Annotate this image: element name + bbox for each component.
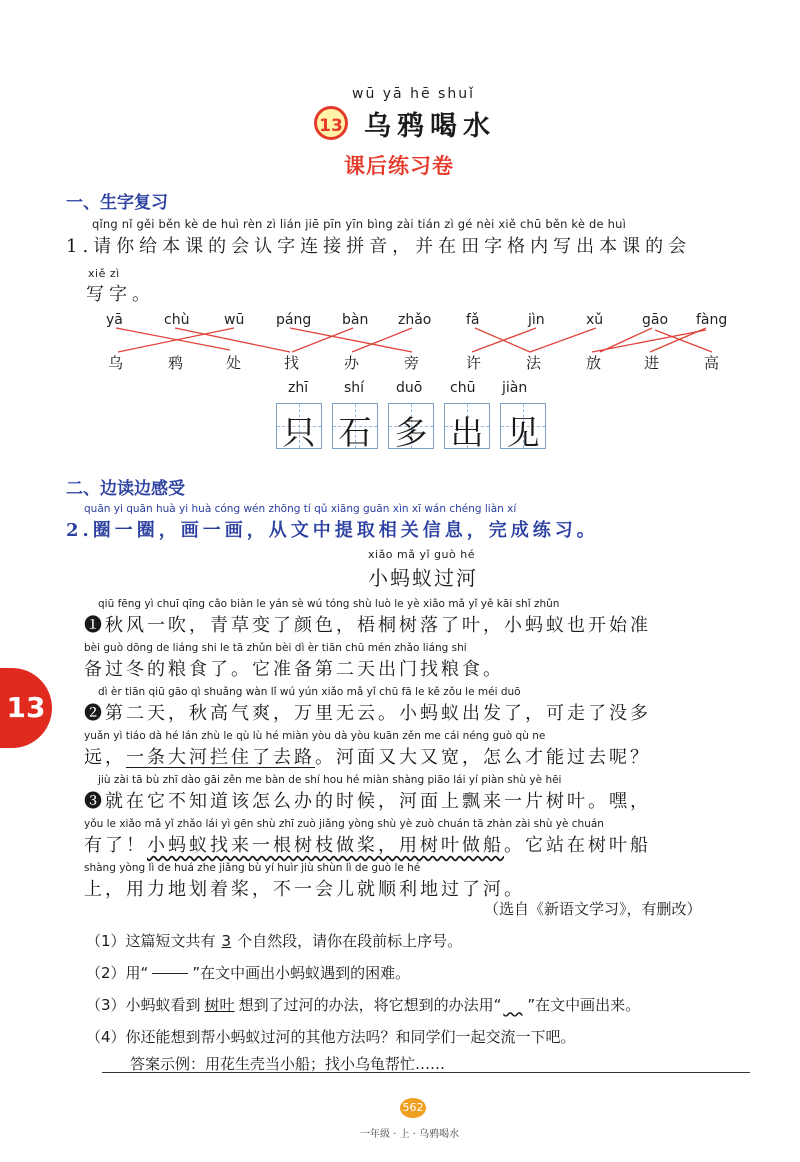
match-line [116, 328, 230, 350]
match-char: 放 [586, 354, 602, 372]
written-char: 多 [394, 413, 428, 452]
answer-4-text: 答案示例：用花生壳当小船；找小乌龟帮忙…… [130, 1055, 446, 1073]
match-line [592, 330, 706, 352]
match-pinyin: zhǎo [398, 312, 432, 328]
match-char: 法 [526, 354, 542, 372]
tian-cell[interactable] [500, 403, 546, 452]
story-pinyin: qiū fēng yì chuī qīng cǎo biàn le yán sè wú tóng shù luò le yè xiǎo mǎ yǐ yě kāi shǐ zhǔn [98, 598, 560, 610]
match-pinyin: chù [164, 312, 190, 328]
match-char: 处 [226, 354, 242, 372]
match-line [175, 328, 290, 352]
section-heading-review: 一、生字复习 [66, 193, 168, 213]
source-note: （选自《新语文学习》，有删改） [484, 900, 702, 918]
story-paragraph-3-line-3: 上，用力地划着桨，不一会儿就顺利地过了河。 [84, 879, 525, 900]
tian-cell[interactable] [444, 403, 490, 452]
match-pinyin: fàng [696, 312, 728, 328]
wavy-underlined-method: 小蚂蚁找来一根树枝做桨，用树叶做船 [147, 835, 504, 856]
page-number: 562 [400, 1098, 426, 1118]
written-char: 只 [282, 413, 316, 452]
story-paragraph-1-line-1: ❶秋风一吹，青草变了颜色，梧桐树落了叶，小蚂蚁也开始准 [84, 615, 651, 636]
story-paragraph-1-line-2: 备过冬的粮食了。它准备第二天出门找粮食。 [84, 659, 504, 680]
straight-line-symbol [152, 973, 188, 974]
story-pinyin: yuǎn yì tiáo dà hé lán zhù le qù lù hé miàn yòu dà yòu kuān zěn me cái néng guò qù ne [84, 730, 546, 742]
section-heading-reading: 二、边读边感受 [66, 479, 185, 499]
sub-question-2: （2）用“ ”在文中画出小蚂蚁遇到的困难。 [86, 964, 411, 982]
question-1-pinyin: qǐng nǐ gěi běn kè de huì rèn zì lián jiē pīn yīn bìng zài tián zì gé nèi xiě chū běn kè de huì [92, 217, 627, 231]
story-paragraph-3-line-2 [84, 831, 651, 857]
underlined-difficulty: 一条大河拦住了去路 [126, 747, 315, 768]
match-char: 乌 [108, 354, 124, 372]
grid-pinyin: zhī [288, 380, 309, 396]
sub-question-4: （4）你还能想到帮小蚂蚁过河的其他方法吗？和同学们一起交流一下吧。 [86, 1028, 576, 1046]
match-pinyin: fǎ [466, 312, 480, 328]
match-line [292, 328, 353, 352]
page-subtitle: 课后练习卷 [344, 153, 454, 178]
match-char: 进 [644, 354, 660, 372]
match-char: 办 [344, 354, 360, 372]
match-pinyin: jìn [528, 312, 545, 328]
match-pinyin: gāo [642, 312, 669, 328]
story-pinyin: yǒu le xiǎo mǎ yǐ zhǎo lái yì gēn shù zhī zuò jiǎng yòng shù yè zuò chuán tā zhàn zài shù yè chuán [84, 818, 604, 830]
match-line [290, 328, 412, 352]
story-paragraph-2-line-1: ❷第二天，秋高气爽，万里无云。小蚂蚁出发了，可走了没多 [84, 703, 651, 724]
match-char: 鸦 [168, 354, 184, 372]
story-title: 小蚂蚁过河 [368, 566, 478, 590]
story-pinyin: dì èr tiān qiū gāo qì shuǎng wàn lǐ wú yún xiǎo mǎ yǐ chū fā le kě zǒu le méi duō [98, 686, 521, 698]
tian-cell[interactable] [388, 403, 434, 452]
question-1-text: 1.请你给本课的会认字连接拼音，并在田字格内写出本课的会 [66, 236, 692, 257]
match-char: 找 [284, 354, 300, 372]
match-pinyin: xǔ [586, 312, 604, 328]
story-pinyin: shàng yòng lì de huá zhe jiǎng bù yí huìr jiù shùn lì de guò le hé [84, 862, 421, 874]
text: 远， [84, 747, 126, 768]
match-char: 旁 [404, 354, 420, 372]
match-char: 许 [466, 354, 482, 372]
title-pinyin: wū yā hē shuǐ [352, 86, 475, 102]
grid-pinyin: duō [396, 380, 423, 396]
footer-caption: 一年级 · 上 · 乌鸦喝水 [360, 1129, 460, 1140]
sub-question-3: （3）小蚂蚁看到 树叶 想到了过河的办法，将它想到的办法用“ ”在文中画出来。 [86, 996, 641, 1014]
match-line [530, 328, 596, 352]
question-2-text: 2.圈一圈，画一画，从文中提取相关信息，完成练习。 [66, 520, 599, 541]
wavy-line-symbol [503, 997, 525, 1015]
answer-1: 3 [221, 932, 232, 950]
lesson-number-badge: 13 [314, 106, 348, 140]
match-pinyin: wū [224, 312, 245, 328]
text: 。河面又大又宽，怎么才能过去呢？ [315, 747, 651, 768]
page-title: 乌鸦喝水 [364, 111, 496, 142]
grid-pinyin: jiàn [502, 380, 528, 396]
story-paragraph-3-line-1: ❸就在它不知道该怎么办的时候，河面上飘来一片树叶。嘿， [84, 791, 651, 812]
grid-pinyin: shí [344, 380, 365, 396]
match-line [352, 328, 412, 352]
match-char: 高 [704, 354, 720, 372]
story-title-pinyin: xiǎo mǎ yǐ guò hé [368, 548, 475, 561]
written-char: 见 [506, 413, 540, 452]
written-char: 石 [338, 413, 372, 452]
match-pinyin: páng [276, 312, 312, 328]
match-line [472, 328, 536, 352]
question-2-pinyin: quān yi quān huà yi huà cóng wén zhōng tí qǔ xiāng guān xìn xī wán chéng liàn xí [84, 503, 517, 515]
tian-cell[interactable] [332, 403, 378, 452]
tian-cell[interactable] [276, 403, 322, 452]
question-1-pinyin-2: xiě zì [88, 267, 120, 280]
text: 。它站在树叶船 [504, 835, 651, 856]
match-pinyin: bàn [342, 312, 369, 328]
story-paragraph-2-line-2 [84, 743, 651, 769]
answer-line [102, 1072, 750, 1073]
match-pinyin: yā [106, 312, 123, 328]
story-pinyin: bèi guò dōng de liáng shi le tā zhǔn bèi dì èr tiān chū mén zhǎo liáng shi [84, 642, 467, 654]
answer-3: 树叶 [204, 996, 235, 1014]
grid-pinyin: chū [450, 380, 476, 396]
tian-zi-ge-grid [276, 403, 556, 452]
match-line [655, 330, 712, 352]
story-pinyin: jiù zài tā bù zhī dào gāi zěn me bàn de shí hou hé miàn shàng piāo lái yí piàn shù yè hēi [98, 774, 562, 786]
chapter-side-tab: 13 [0, 668, 52, 748]
written-char: 出 [450, 413, 484, 452]
matching-lines [0, 0, 800, 400]
question-1-text-2: 写字。 [86, 284, 155, 305]
sub-question-1: （1）这篇短文共有 3 个自然段，请你在段前标上序号。 [86, 932, 463, 950]
text: 有了！ [84, 835, 147, 856]
